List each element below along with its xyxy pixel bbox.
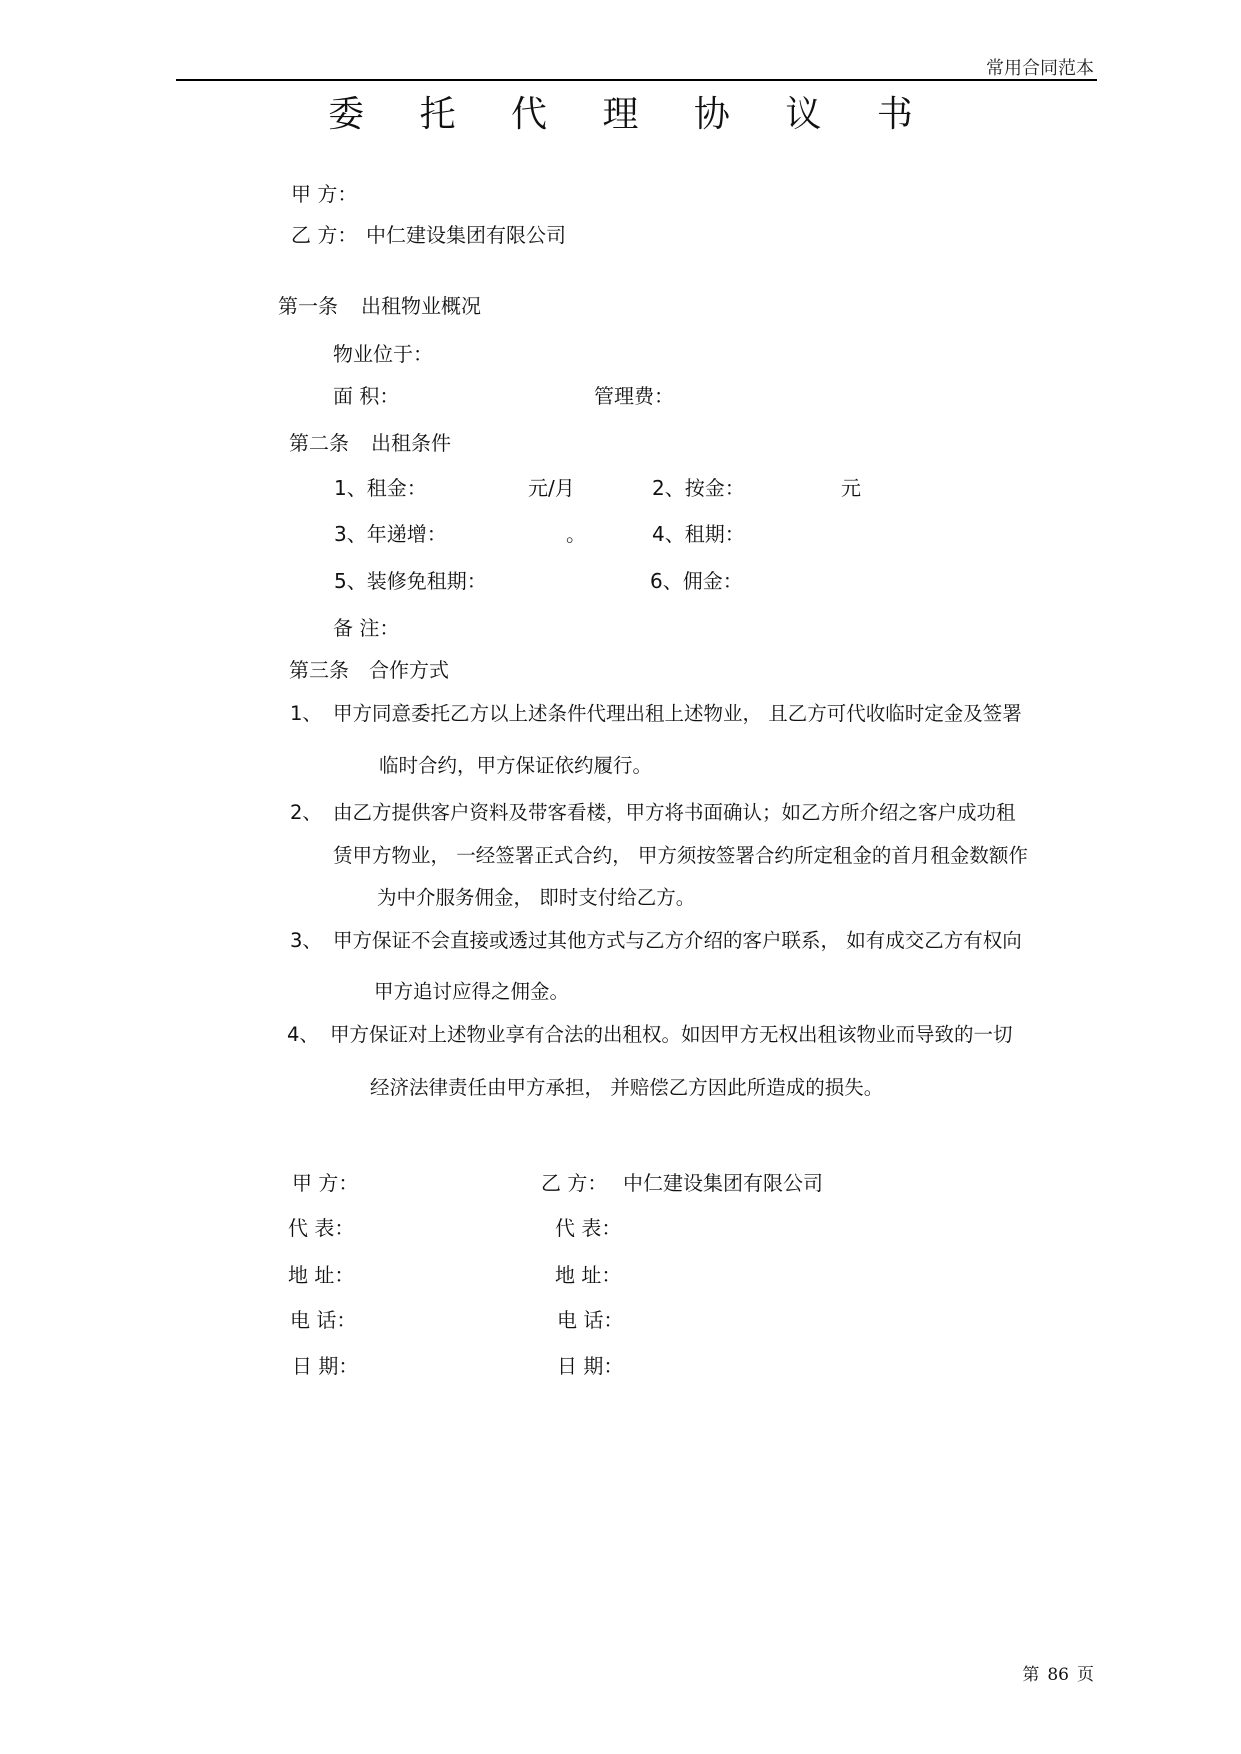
clause-2-number: 2、: [290, 801, 322, 824]
sign-party-a-phone: 电 话：: [290, 1308, 357, 1332]
article2-heading: 第二条: [289, 431, 349, 455]
clause-3-line: 甲方保证不会直接或透过其他方式与乙方介绍的客户联系， 如有成交乙方有权向: [333, 929, 1022, 952]
clause-4-number: 4、: [287, 1023, 319, 1046]
article2-title: 出租条件: [371, 431, 451, 455]
page-footer: [1014, 1660, 1094, 1685]
remarks-label: 备 注：: [333, 616, 400, 640]
clause-1-line: 甲方同意委托乙方以上述条件代理出租上述物业， 且乙方可代收临时定金及签署: [333, 702, 1022, 725]
deposit-label: 2、按金：: [652, 476, 745, 500]
clause-3-line: 甲方追讨应得之佣金。: [374, 980, 570, 1003]
article1-title: 出租物业概况: [361, 294, 481, 318]
party-b-label: 乙 方：: [291, 223, 358, 247]
article1-heading: 第一条: [278, 294, 338, 318]
sign-party-b-label: 乙 方：: [541, 1171, 608, 1195]
footer-prefix: 第: [1022, 1665, 1040, 1685]
property-location-label: 物业位于：: [333, 342, 433, 366]
clause-1-number: 1、: [290, 702, 322, 725]
deposit-unit: 元: [841, 476, 861, 500]
lease-term-label: 4、租期：: [652, 522, 745, 546]
clause-3-number: 3、: [290, 929, 322, 952]
sign-party-b-rep: 代 表：: [555, 1216, 622, 1240]
area-label: 面 积：: [333, 384, 400, 408]
footer-suffix: 页: [1077, 1665, 1094, 1685]
sign-party-a-rep: 代 表：: [288, 1216, 355, 1240]
clause-4-line: 经济法律责任由甲方承担， 并赔偿乙方因此所造成的损失。: [370, 1076, 884, 1099]
free-rent-label: 5、装修免租期：: [334, 569, 487, 593]
article3-title: 合作方式: [369, 658, 449, 682]
annual-increase-label: 3、年递增：: [334, 522, 447, 546]
party-b-name: 中仁建设集团有限公司: [366, 223, 566, 247]
sign-party-a-date: 日 期：: [292, 1354, 359, 1378]
page-number: 86: [1047, 1665, 1069, 1685]
clause-2-line: 为中介服务佣金， 即时支付给乙方。: [377, 886, 696, 909]
rent-label: 1、租金：: [334, 476, 427, 500]
sign-party-a-address: 地 址：: [288, 1263, 355, 1287]
sign-party-b-date: 日 期：: [557, 1354, 624, 1378]
clause-4-line: 甲方保证对上述物业享有合法的出租权。如因甲方无权出租该物业而导致的一切: [330, 1023, 1013, 1046]
mgmt-fee-label: 管理费：: [594, 384, 674, 408]
rent-unit: 元/月: [528, 476, 575, 500]
clause-1-line: 临时合约，甲方保证依约履行。: [379, 754, 653, 777]
sign-party-b-phone: 电 话：: [557, 1308, 624, 1332]
party-a-label: 甲 方：: [291, 182, 358, 206]
header-rule: [176, 79, 1097, 81]
annual-increase-end: 。: [566, 522, 586, 546]
commission-label: 6、佣金：: [650, 569, 743, 593]
sign-party-a-label: 甲 方：: [292, 1171, 359, 1195]
sign-party-b-name: 中仁建设集团有限公司: [623, 1171, 823, 1195]
clause-2-line: 由乙方提供客户资料及带客看楼，甲方将书面确认；如乙方所介绍之客户成功租: [333, 801, 1016, 824]
document-title: 委 托 代 理 协 议 书: [328, 94, 935, 135]
sign-party-b-address: 地 址：: [555, 1263, 622, 1287]
header-doc-series: 常用合同范本: [986, 58, 1094, 79]
clause-2-line: 赁甲方物业， 一经签署正式合约， 甲方须按签署合约所定租金的首月租金数额作: [333, 844, 1028, 867]
article3-heading: 第三条: [289, 658, 349, 682]
